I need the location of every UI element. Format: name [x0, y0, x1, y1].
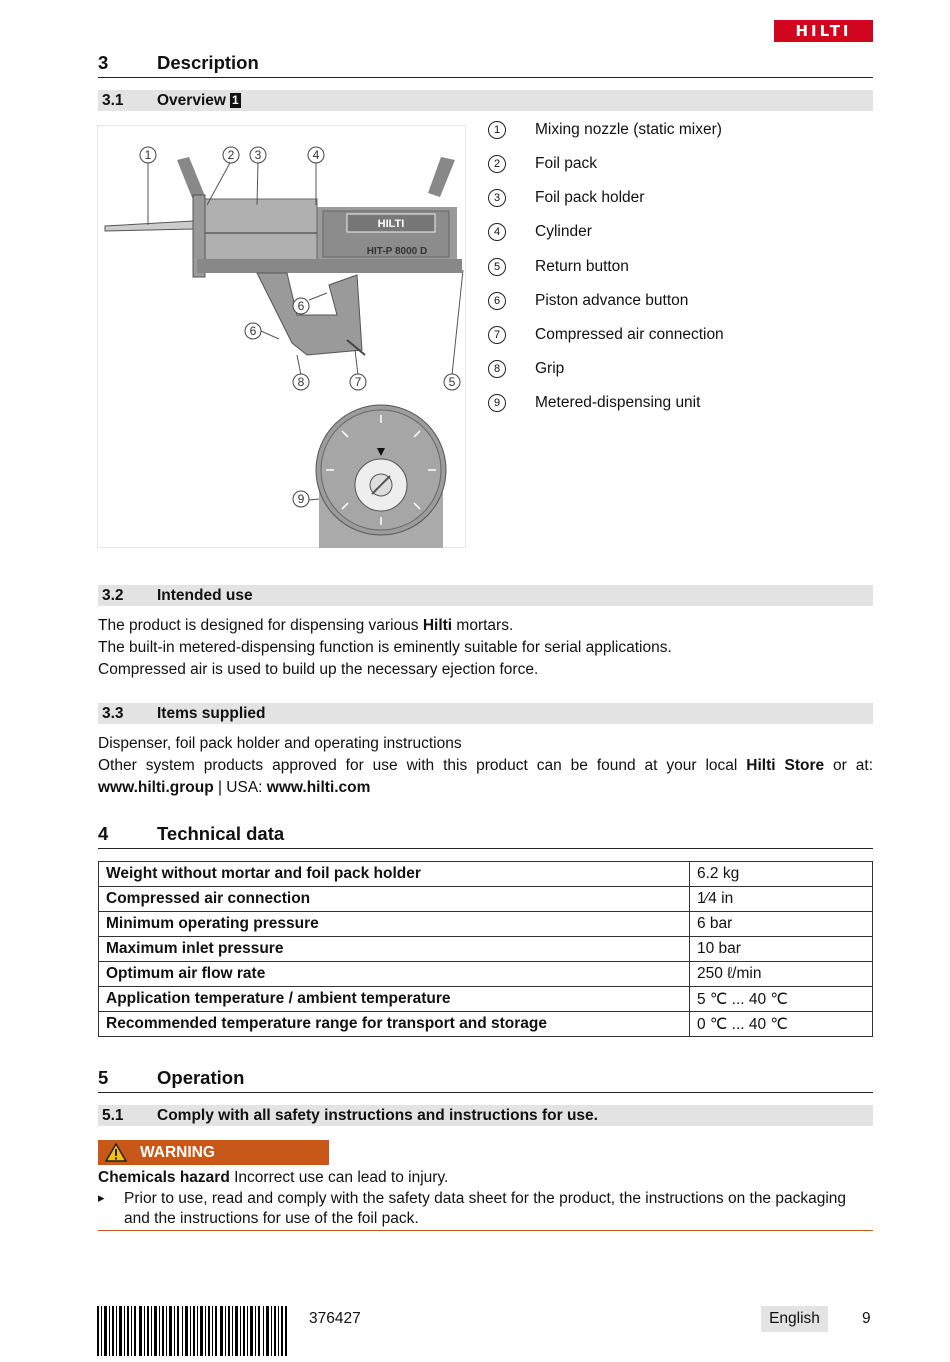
- table-row: [99, 862, 873, 887]
- subsection-number: 3.3: [102, 705, 124, 722]
- items-supplied-text: Dispenser, foil pack holder and operating instructions Other system products approved for use with this product can be found at your local Hilti Store or at: www.hilti.group | USA: www.hilti.com: [98, 735, 873, 796]
- table-key: Maximum inlet pressure: [99, 937, 690, 962]
- table-value: 10 bar: [690, 937, 873, 962]
- warning-banner: [98, 1140, 329, 1165]
- subsection-heading-overview: [98, 90, 873, 111]
- table-row: [99, 912, 873, 937]
- subsection-number: 3.1: [102, 92, 124, 109]
- legend-label: Cylinder: [535, 223, 592, 240]
- subsection-title: Comply with all safety instructions and instructions for use.: [157, 1107, 598, 1124]
- legend-label: Metered-dispensing unit: [535, 394, 701, 411]
- legend-number: 4: [488, 223, 506, 241]
- hilti-logo: [774, 20, 873, 42]
- callout-8: 8: [297, 375, 305, 389]
- warning-triangle-icon: [105, 1143, 127, 1167]
- table-row: [99, 887, 873, 912]
- hilti-group-link[interactable]: www.hilti.group: [98, 779, 214, 796]
- table-value: 6 bar: [690, 912, 873, 937]
- legend-label: Mixing nozzle (static mixer): [535, 121, 722, 138]
- callout-9: 9: [297, 492, 305, 506]
- callout-3: 3: [254, 148, 262, 162]
- warning-label: WARNING: [140, 1144, 215, 1161]
- table-key: Optimum air flow rate: [99, 962, 690, 987]
- table-key: Minimum operating pressure: [99, 912, 690, 937]
- overview-figure: [97, 125, 466, 548]
- warning-instruction: Prior to use, read and comply with the safety data sheet for the product, the instructions on the packaging and the instructions for use of the foil pack.: [124, 1190, 847, 1227]
- callout-4: 4: [312, 148, 320, 162]
- legend-number: 8: [488, 360, 506, 378]
- legend-label: Grip: [535, 360, 565, 377]
- table-row: [99, 962, 873, 987]
- bullet-icon: ▸: [98, 1190, 105, 1205]
- device-brand-text: HILTI: [377, 218, 405, 230]
- section-title: Description: [157, 52, 259, 73]
- callout-2: 2: [227, 148, 235, 162]
- legend-number: 2: [488, 155, 506, 173]
- page-number: 9: [862, 1310, 871, 1327]
- subsection-title: Overview: [157, 92, 226, 109]
- table-value: 250 ℓ/min: [690, 962, 873, 987]
- logo-text: HILTI: [795, 22, 852, 40]
- legend-number: 3: [488, 189, 506, 207]
- technical-data-table: [98, 861, 873, 1037]
- section-title: Technical data: [157, 823, 285, 844]
- section-heading-operation: [98, 1067, 873, 1093]
- callout-7: 7: [354, 375, 362, 389]
- section-heading-description: [98, 52, 873, 78]
- subsection-title: Items supplied: [157, 705, 266, 722]
- subsection-heading-items-supplied: [98, 703, 873, 724]
- hilti-com-link[interactable]: www.hilti.com: [266, 779, 371, 796]
- table-value: 1⁄4 in: [690, 887, 873, 912]
- table-value: 5 ℃ ... 40 ℃: [690, 987, 873, 1012]
- legend-number: 5: [488, 258, 506, 276]
- callout-5: 5: [448, 375, 456, 389]
- table-row: [99, 987, 873, 1012]
- table-key: Application temperature / ambient temperature: [99, 987, 690, 1012]
- legend-number: 7: [488, 326, 506, 344]
- table-value: 6.2 kg: [690, 862, 873, 887]
- callout-1: 1: [144, 148, 152, 162]
- device-model-text: HIT-P 8000 D: [366, 246, 428, 257]
- section-title: Operation: [157, 1067, 245, 1088]
- legend-label: Foil pack: [535, 155, 598, 172]
- section-number: 5: [98, 1067, 109, 1088]
- callout-6a: 6: [297, 299, 305, 313]
- table-row: [99, 937, 873, 962]
- legend-number: 1: [488, 121, 506, 139]
- figure-reference: 1: [231, 93, 239, 107]
- section-number: 3: [98, 52, 109, 73]
- subsection-heading-intended-use: [98, 585, 873, 606]
- warning-divider: [98, 1230, 873, 1231]
- document-code: 376427: [309, 1310, 361, 1327]
- intended-use-text: The product is designed for dispensing various Hilti mortars. The built-in metered-dispensing function is eminently suitable for serial applications. Compressed air is used to build up the necessary ejection force.: [98, 617, 672, 678]
- legend-label: Foil pack holder: [535, 189, 645, 206]
- legend-label: Return button: [535, 258, 629, 275]
- section-heading-technical-data: [98, 823, 873, 849]
- section-number: 4: [98, 823, 109, 844]
- brand-name: Hilti: [422, 617, 453, 634]
- table-row: [99, 1012, 873, 1037]
- legend-number: 6: [488, 292, 506, 310]
- hazard-text: Chemicals hazard Incorrect use can lead to injury.: [98, 1169, 449, 1186]
- language-label: English: [761, 1306, 828, 1332]
- hazard-title: Chemicals hazard: [98, 1169, 230, 1186]
- subsection-heading-safety: [98, 1105, 873, 1126]
- legend-label: Compressed air connection: [535, 326, 724, 343]
- barcode: [97, 1306, 287, 1356]
- subsection-title: Intended use: [157, 587, 253, 604]
- table-key: Recommended temperature range for transport and storage: [99, 1012, 690, 1037]
- legend-number: 9: [488, 394, 506, 412]
- table-value: 0 ℃ ... 40 ℃: [690, 1012, 873, 1037]
- subsection-number: 5.1: [102, 1107, 124, 1124]
- hilti-store-text: Hilti Store: [746, 757, 825, 774]
- table-key: Weight without mortar and foil pack holder: [99, 862, 690, 887]
- subsection-number: 3.2: [102, 587, 124, 604]
- table-key: Compressed air connection: [99, 887, 690, 912]
- callout-6b: 6: [249, 324, 257, 338]
- legend-label: Piston advance button: [535, 292, 689, 309]
